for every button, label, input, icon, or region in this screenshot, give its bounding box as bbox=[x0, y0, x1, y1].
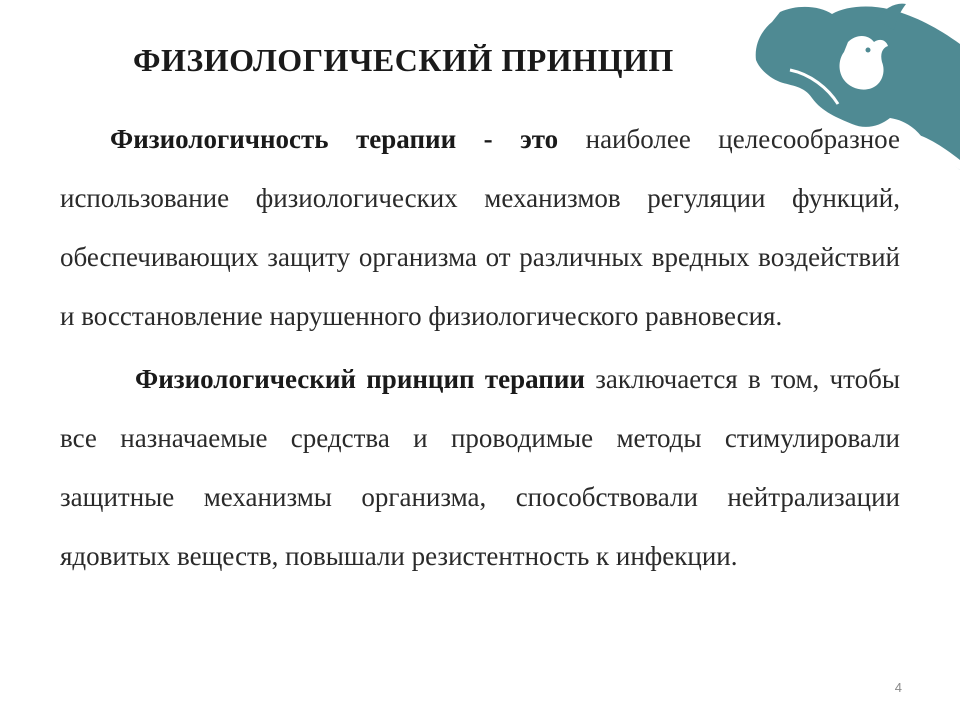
paragraph-definition bbox=[60, 110, 900, 346]
slide-title: ФИЗИОЛОГИЧЕСКИЙ ПРИНЦИП bbox=[133, 42, 674, 78]
paragraph-principle-term: Физиологический принцип терапии bbox=[135, 364, 585, 394]
paragraph-principle-text: заключается в том, чтобы все назначаемые средства и проводимые методы стимулировали защитные механизмы организма, способствовали нейтрализации ядовитых веществ, повышали резистентность к инфекции. bbox=[60, 364, 900, 571]
slide-body bbox=[60, 110, 900, 586]
paragraph-principle bbox=[60, 350, 900, 586]
paragraph-definition-text: наиболее целесообразное использование физиологических механизмов регуляции функций, обеспечивающих защиту организма от различных вредных воздействий и восстановление нарушенного физиологического равновесия. bbox=[60, 124, 900, 331]
paragraph-definition-term: Физиологичность терапии - это bbox=[110, 124, 559, 154]
bird-eye-shape bbox=[866, 48, 871, 53]
page-number: 4 bbox=[894, 680, 902, 695]
